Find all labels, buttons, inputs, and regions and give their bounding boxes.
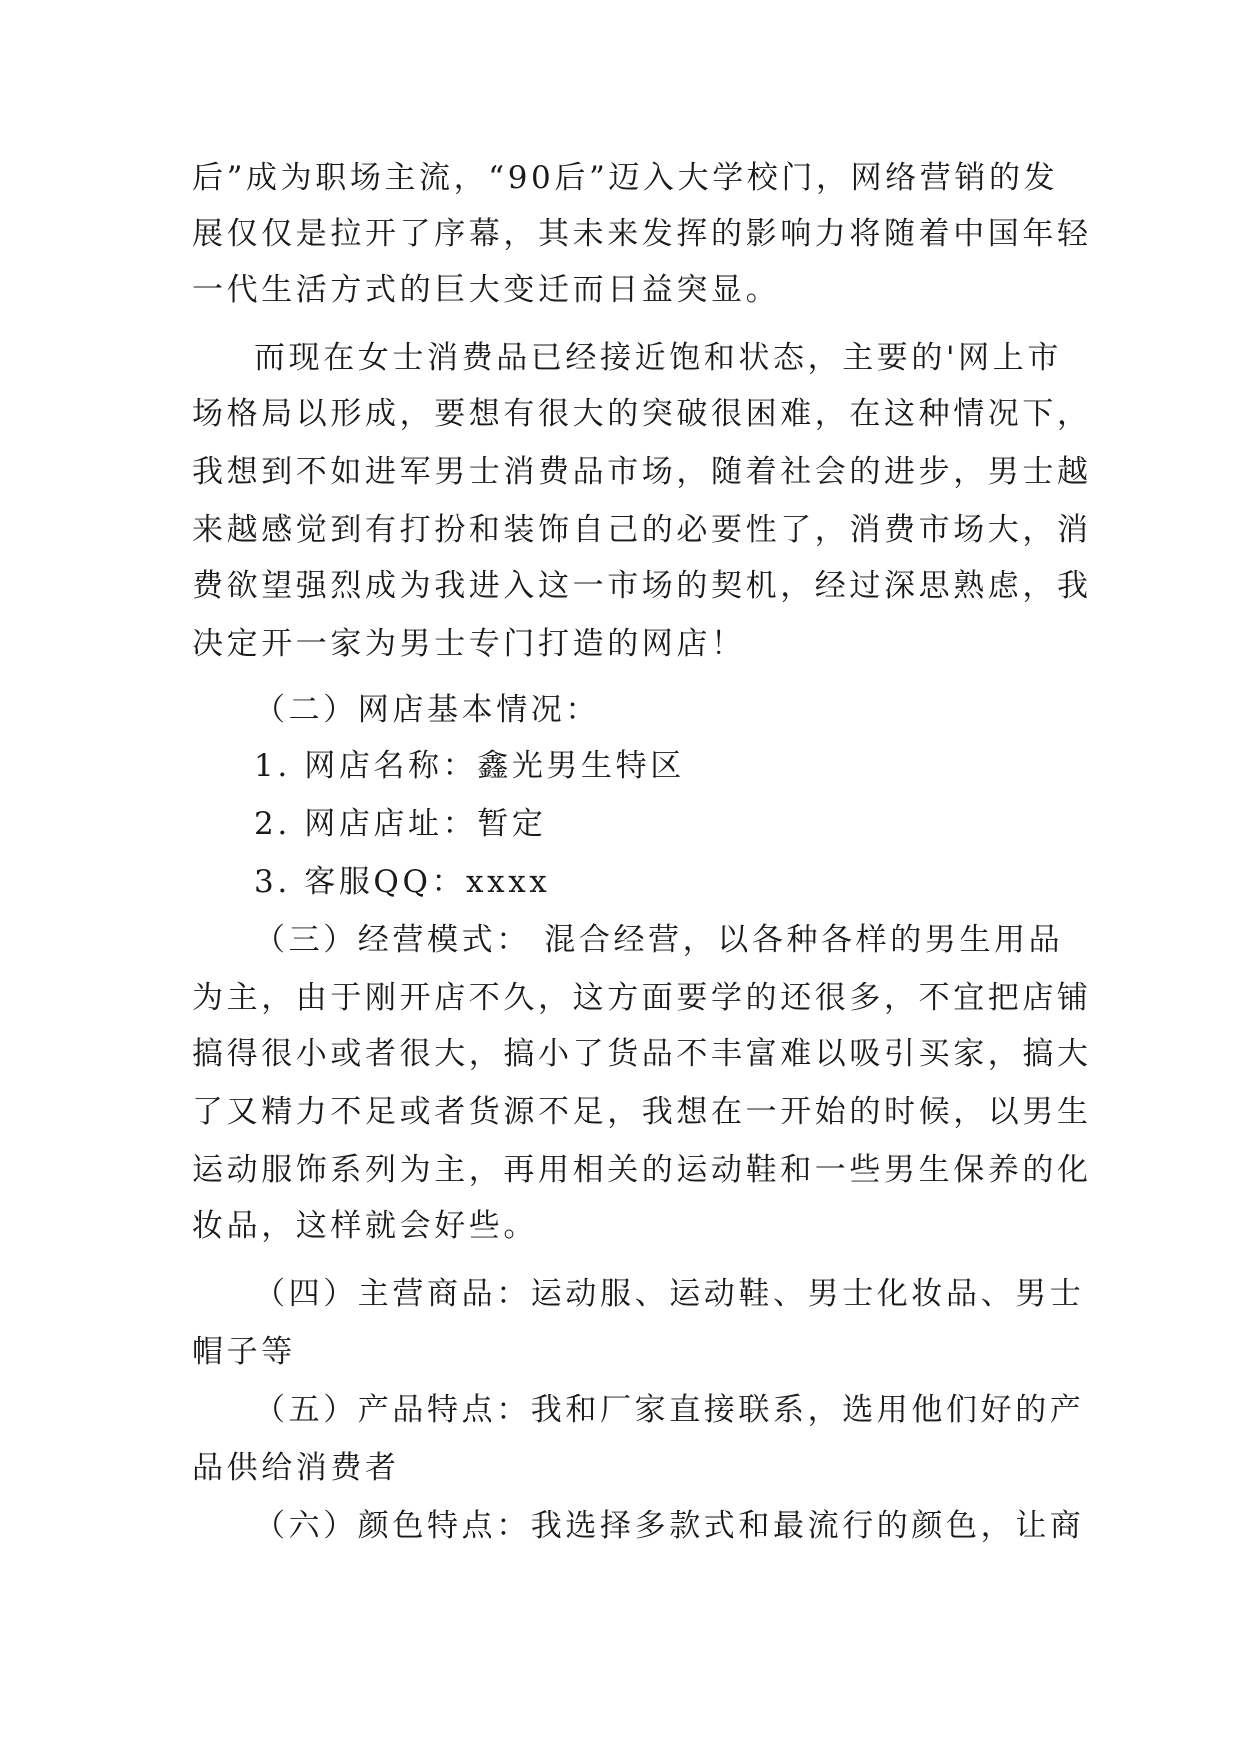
section-heading: （六）颜色特点：我选择多款式和最流行的颜色，让商	[254, 1508, 1085, 1544]
body-text-line: 后”成为职场主流，“90后”迈入大学校门，网络营销的发	[192, 160, 1059, 196]
section-heading: （三）经营模式： 混合经营，以各种各样的男生用品	[254, 922, 1064, 958]
body-text-line: 妆品，这样就会好些。	[192, 1208, 538, 1244]
body-text-line: 运动服饰系列为主，再用相关的运动鞋和一些男生保养的化	[192, 1152, 1092, 1188]
body-text-line: 为主，由于刚开店不久，这方面要学的还很多，不宜把店铺	[192, 980, 1092, 1016]
body-text-line: 决定开一家为男士专门打造的网店！	[192, 626, 746, 662]
list-item: 1. 网店名称：鑫光男生特区	[254, 748, 685, 784]
section-heading: （四）主营商品：运动服、运动鞋、男士化妆品、男士	[254, 1276, 1085, 1312]
body-text-line: 而现在女士消费品已经接近饱和状态，主要的'网上市	[254, 340, 1062, 376]
body-text-line: 帽子等	[192, 1334, 296, 1370]
body-text-line: 来越感觉到有打扮和装饰自己的必要性了，消费市场大，消	[192, 512, 1092, 548]
body-text-line: 展仅仅是拉开了序幕，其未来发挥的影响力将随着中国年轻	[192, 216, 1092, 252]
list-item: 2. 网店店址：暂定	[254, 806, 547, 842]
body-text-line: 搞得很小或者很大，搞小了货品不丰富难以吸引买家，搞大	[192, 1036, 1092, 1072]
body-text-line: 我想到不如进军男士消费品市场，随着社会的进步，男士越	[192, 454, 1092, 490]
section-heading: （二）网店基本情况：	[254, 692, 600, 728]
body-text-line: 费欲望强烈成为我进入这一市场的契机，经过深思熟虑，我	[192, 568, 1092, 604]
body-text-line: 了又精力不足或者货源不足，我想在一开始的时候，以男生	[192, 1094, 1092, 1130]
body-text-line: 一代生活方式的巨大变迁而日益突显。	[192, 272, 781, 308]
list-item: 3. 客服QQ：xxxx	[254, 864, 551, 900]
body-text-line: 场格局以形成，要想有很大的突破很困难，在这种情况下，	[192, 396, 1092, 432]
body-text-line: 品供给消费者	[192, 1450, 400, 1486]
section-heading: （五）产品特点：我和厂家直接联系，选用他们好的产	[254, 1392, 1085, 1428]
